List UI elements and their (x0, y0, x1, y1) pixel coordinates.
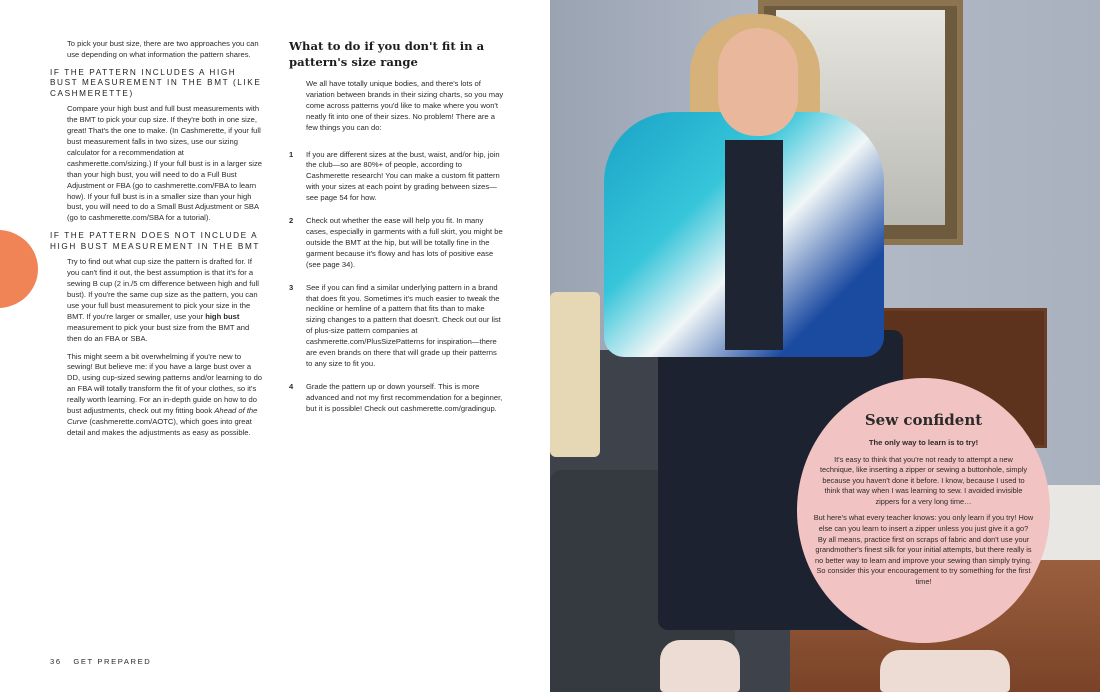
book-title: Ahead of the Curve (67, 406, 258, 426)
size-range-heading: What to do if you don't fit in a pattern's size range (289, 39, 485, 69)
right-column (289, 39, 504, 427)
page-number: 36 (50, 657, 62, 666)
list-item (289, 283, 504, 370)
list-text: See if you can find a similar underlying pattern in a brand that does fit you. Sometimes it's much easier to tweak the neckline or hemline of a pattern that fits than to make sizing changes to a pattern that doesn't. Check out our list of plus-size pattern companies at cashmerette.com/PlusSizePatterns for inspiration—there are even brands on there that will grade up their patterns to any size to fit you. (306, 282, 501, 368)
person-shoe (660, 640, 740, 692)
section-body-no-high-bust (50, 257, 265, 344)
list-item (289, 382, 504, 415)
sew-confident-callout (797, 378, 1050, 643)
callout-content (797, 410, 1050, 594)
size-range-intro: We all have totally unique bodies, and there's lots of variation between brands in their sizing charts, so you may come across patterns you'd like to make where you won't neatly fit into one of their sizes. No problem! There are a few things you can do: (306, 79, 504, 132)
list-number: 3 (289, 282, 294, 292)
photo-page (550, 0, 1100, 692)
bold-term: high bust (205, 311, 240, 321)
body-text: Try to find out what cup size the pattern is drafted for. If you can't find it out, the best assumption is that it's for a sewing B cup (2 in./5 cm difference between high and full bust). If you're the same cup size as the pattern, you can use your full bust measurement to pick your size in the BMT. If you're larger or smaller, use your (67, 257, 259, 321)
callout-paragraph: But here's what every teacher knows: you only learn if you try! How else can you learn to insert a zipper unless you just give it a go? By all means, practice first on scraps of fabric and don't use your grandmother's finest silk for your initial attempts, but there really is no better way to learn and improve your sewing than simply trying. So consider this your encouragement to try something for the first time! (813, 513, 1034, 587)
list-number: 2 (289, 216, 294, 226)
body-text: measurement to pick your bust size from the BMT and then do an FBA or SBA. (67, 322, 250, 343)
orange-accent-dot (0, 230, 38, 308)
list-item (289, 216, 504, 271)
person-face (718, 28, 798, 136)
callout-paragraph: It's easy to think that you're not ready to attempt a new technique, like inserting a zipper or sewing a buttonhole, simply because you haven't done it before. I know, because I used to think that way when I was learning to sew. I avoided invisible zippers for a very long time… (819, 454, 1028, 506)
section-heading-high-bust: IF THE PATTERN INCLUDES A HIGH BUST MEASUREMENT IN THE BMT (LIKE CASHMERETTE) (50, 67, 262, 98)
list-number: 1 (289, 149, 294, 159)
callout-subtitle: The only way to learn is to try! (868, 438, 979, 447)
overwhelming-paragraph (50, 352, 265, 439)
left-column (50, 39, 265, 446)
section-body-high-bust: Compare your high bust and full bust measurements with the BMT to pick your cup size. If they're both in one size, great! That's the one to make. (In Cashmerette, if your full bust measurement falls in two sizes, use our sizing calculator for a recommendation at cashmerette.com/sizing.) If your full bust is in a larger size than your high bust, you will need to do a Full Bust Adjustment or FBA (go to cashmerette.com/FBA to learn how). If your full bust is in a smaller size than your high bust, you will need to do a Small Bust Adjustment or SBA (go to cashmerette.com/SBA for a tutorial). (67, 104, 262, 223)
person-shoe (880, 650, 1010, 692)
body-text: (cashmerette.com/AOTC), which goes into great detail and makes the adjustments as easy as possible. (67, 416, 252, 437)
page-footer (50, 657, 151, 666)
list-text: Grade the pattern up or down yourself. This is more advanced and not my first recommendation for a beginner, but it is possible! Check out cashmerette.com/gradingup. (306, 381, 503, 413)
pillow (550, 292, 600, 457)
section-heading-no-high-bust: IF THE PATTERN DOES NOT INCLUDE A HIGH BUST MEASUREMENT IN THE BMT (50, 231, 260, 251)
person-shirt (725, 140, 783, 350)
list-text: Check out whether the ease will help you fit. In many cases, especially in garments with a full skirt, you might be outside the BMT at the hip, but will be totally fine in the garment because it's flowy and has lots of positive ease (see page 34). (306, 216, 503, 269)
section-name: GET PREPARED (73, 657, 152, 666)
list-number: 4 (289, 381, 294, 391)
intro-paragraph: To pick your bust size, there are two approaches you can use depending on what information the pattern shares. (67, 39, 259, 59)
list-text: If you are different sizes at the bust, waist, and/or hip, join the club—so are 80%+ of people, according to Cashmerette research! You can make a custom fit pattern with your sizes at each point by grading between sizes—see page 54 for how. (306, 149, 500, 203)
list-item (289, 150, 504, 205)
body-text: This might seem a bit overwhelming if you're new to sewing! But believe me: if you have a large bust over a DD, using cup-sized sewing patterns and/or learning to do an FBA will totally transform the fit of your clothes, so it's really worth learning. For an in-depth guide on how to do bust adjustments, check out my fitting book (67, 351, 263, 416)
callout-title: Sew confident (864, 411, 983, 429)
